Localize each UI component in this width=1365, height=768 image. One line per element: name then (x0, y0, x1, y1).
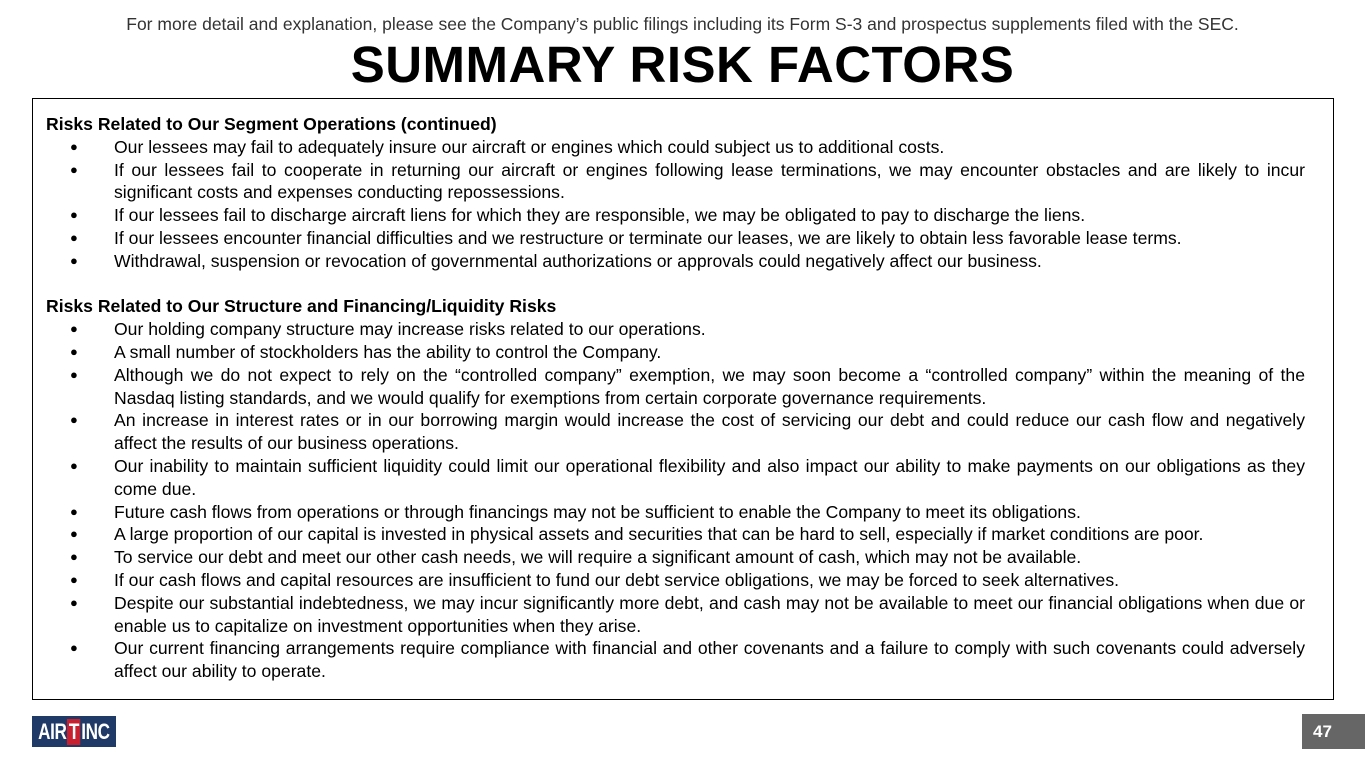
list-item (46, 592, 1305, 638)
list-item-text: Future cash flows from operations or through financings may not be sufficient to enable the Company to meet its obligations. (114, 501, 1081, 522)
list-item-text: Although we do not expect to rely on the “controlled company” exemption, we may soon become a “controlled company” within the meaning of the Nasdaq listing standards, and we would qualify for exemptions from certain corporate governance requirements. (114, 364, 1305, 408)
list-item (46, 455, 1305, 501)
bullet-icon: ● (70, 229, 78, 245)
list-item (46, 159, 1305, 205)
list-item (46, 546, 1305, 569)
list-item-text: If our lessees encounter financial difficulties and we restructure or terminate our leases, we are likely to obtain less favorable lease terms. (114, 227, 1182, 248)
disclaimer-text: For more detail and explanation, please see the Company’s public filings including its Form S-3 and prospectus supplements filed with the SEC. (126, 14, 1239, 34)
section-heading: Risks Related to Our Segment Operations (continued) (46, 114, 497, 134)
list-item (46, 637, 1305, 683)
logo-part-air: AIR (38, 718, 67, 744)
list-item (46, 364, 1305, 410)
list-item-text: A small number of stockholders has the ability to control the Company. (114, 341, 662, 362)
bullet-icon: ● (70, 503, 78, 519)
section-segment-operations (46, 113, 1305, 273)
list-item (46, 204, 1305, 227)
list-item-text: Withdrawal, suspension or revocation of governmental authorizations or approvals could negatively affect our business. (114, 250, 1042, 271)
list-item-text: If our lessees fail to discharge aircraft liens for which they are responsible, we may be obligated to pay to discharge the liens. (114, 205, 1086, 226)
bullet-icon: ● (70, 412, 78, 428)
section-structure-financing (46, 295, 1305, 683)
list-item (46, 569, 1305, 592)
bullet-icon: ● (70, 321, 78, 337)
bullet-icon: ● (70, 161, 78, 177)
section-heading: Risks Related to Our Structure and Financing/Liquidity Risks (46, 296, 557, 317)
list-item-text: Our lessees may fail to adequately insure our aircraft or engines which could subject us to additional costs. (114, 136, 945, 157)
logo-part-t: T (68, 718, 80, 744)
list-item-text: Our inability to maintain sufficient liquidity could limit our operational flexibility and also impact our ability to make payments on our obligations as they come due. (114, 455, 1305, 499)
list-item (46, 227, 1305, 250)
bullet-icon: ● (70, 549, 78, 565)
risk-factors-box (32, 98, 1334, 700)
bullet-icon: ● (70, 343, 78, 359)
list-item-text: A large proportion of our capital is invested in physical assets and securities that can be hard to sell, especially if market conditions are poor. (114, 524, 1204, 545)
bullet-icon: ● (70, 138, 78, 154)
list-item (46, 501, 1305, 524)
bullet-icon: ● (70, 252, 78, 268)
bullet-icon: ● (70, 571, 78, 587)
risk-list (46, 318, 1305, 683)
list-item-text: If our lessees fail to cooperate in returning our aircraft or engines following lease terminations, we may encounter obstacles and are likely to incur significant costs and expenses conducting repossessions. (114, 159, 1305, 203)
list-item (46, 523, 1305, 546)
bullet-icon: ● (70, 594, 78, 610)
bullet-icon: ● (70, 207, 78, 223)
bullet-icon: ● (70, 526, 78, 542)
logo-text (38, 719, 110, 745)
bullet-icon: ● (70, 366, 78, 382)
bullet-icon: ● (70, 457, 78, 473)
list-item-text: If our cash flows and capital resources are insufficient to fund our debt service obligations, we may be forced to seek alternatives. (114, 569, 1120, 590)
risk-list (46, 136, 1305, 273)
list-item-text: Despite our substantial indebtedness, we may incur significantly more debt, and cash may not be available to meet our financial obligations when due or enable us to capitalize on investment opportunities when they arise. (114, 592, 1305, 636)
list-item-text: An increase in interest rates or in our borrowing margin would increase the cost of servicing our debt and could reduce our cash flow and negatively affect the results of our business operations. (114, 410, 1305, 454)
list-item (46, 250, 1305, 273)
list-item (46, 318, 1305, 341)
list-item (46, 409, 1305, 455)
list-item-text: To service our debt and meet our other cash needs, we will require a significant amount of cash, which may not be available. (114, 547, 1082, 568)
logo-part-inc: INC (81, 718, 110, 744)
bullet-icon: ● (70, 640, 78, 656)
list-item (46, 136, 1305, 159)
page-title: SUMMARY RISK FACTORS (350, 36, 1015, 93)
list-item-text: Our current financing arrangements require compliance with financial and other covenants and a failure to comply with such covenants could adversely affect our ability to operate. (114, 638, 1305, 682)
airt-inc-logo (32, 716, 116, 747)
list-item-text: Our holding company structure may increase risks related to our operations. (114, 319, 706, 340)
list-item (46, 341, 1305, 364)
page-number: 47 (1302, 714, 1365, 749)
